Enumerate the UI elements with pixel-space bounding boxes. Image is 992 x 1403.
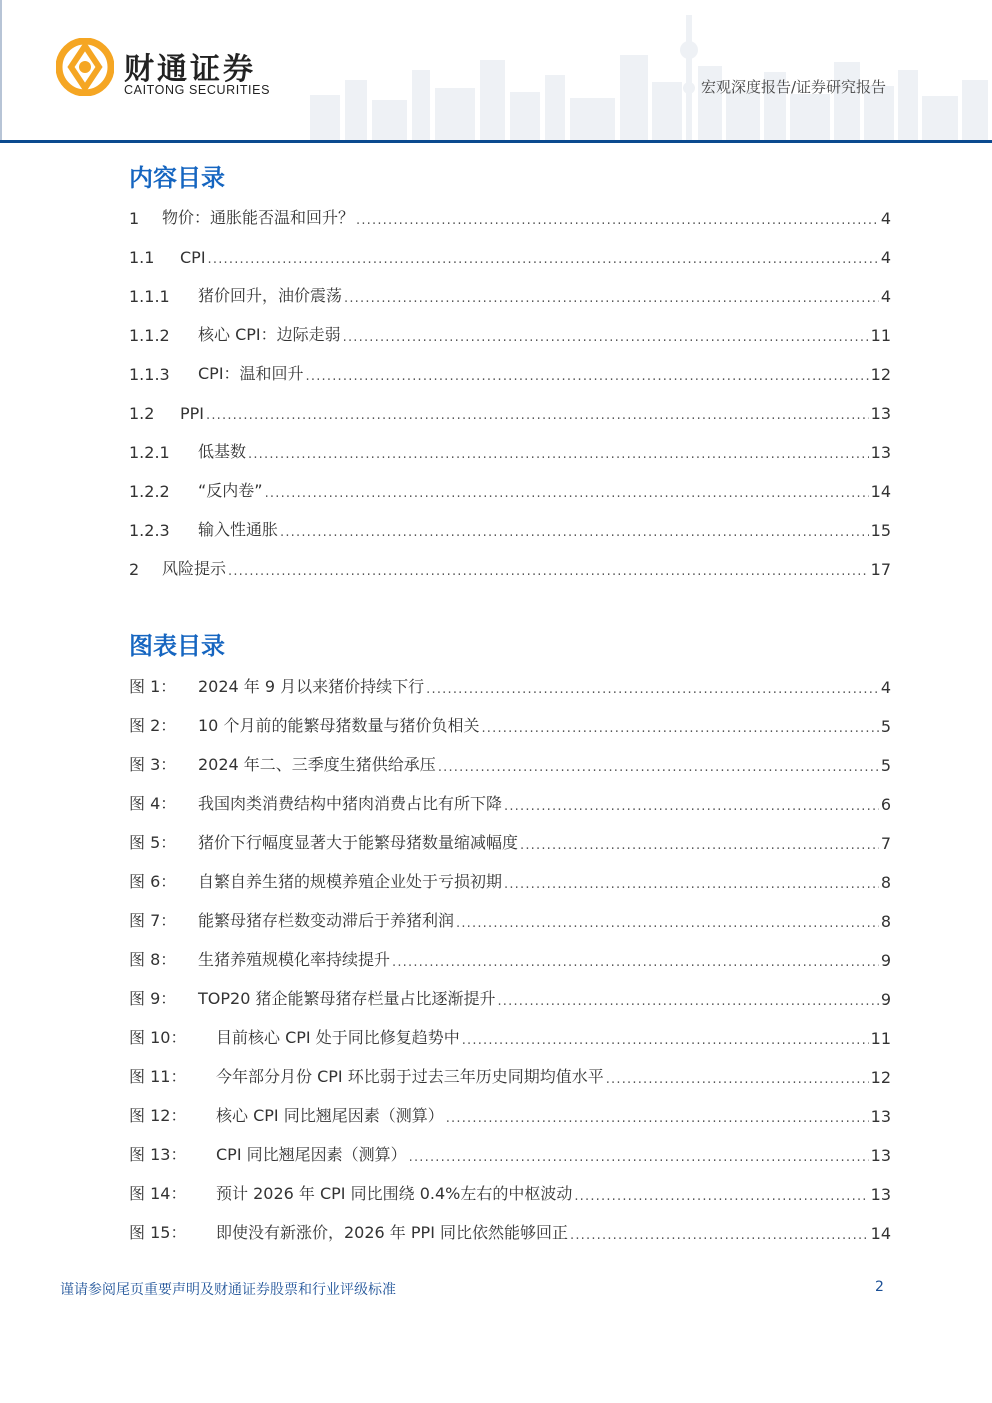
entry-title: 预计 2026 年 CPI 同比围绕 0.4%左右的中枢波动: [216, 1184, 573, 1203]
figure-entry[interactable]: [129, 831, 891, 853]
dot-leader: [462, 1030, 869, 1048]
entry-number: 图 5：: [129, 833, 177, 852]
dot-leader: [438, 757, 879, 775]
figure-entry[interactable]: [129, 987, 891, 1009]
report-type-label: 宏观深度报告/证券研究报告: [700, 78, 886, 96]
dot-leader: [504, 874, 879, 892]
entry-number: 图 1：: [129, 677, 177, 696]
entry-number: 1.2.2: [129, 482, 170, 501]
dot-leader: [497, 991, 878, 1009]
entry-page-number: 6: [880, 795, 891, 814]
entry-title: 今年部分月份 CPI 环比弱于过去三年历史同期均值水平: [216, 1067, 604, 1086]
dot-leader: [520, 835, 879, 853]
figure-entry[interactable]: [129, 1026, 891, 1048]
figure-entry[interactable]: [129, 1065, 891, 1087]
entry-page-number: 17: [870, 560, 891, 579]
entry-number: 1.1.2: [129, 326, 170, 345]
entry-title: 猪价回升，油价震荡: [198, 286, 343, 305]
toc-entry[interactable]: [129, 479, 891, 501]
entry-title: 猪价下行幅度显著大于能繁母猪数量缩减幅度: [198, 833, 519, 852]
entry-page-number: 8: [880, 873, 891, 892]
toc-entry[interactable]: [129, 284, 891, 306]
entry-number: 图 4：: [129, 794, 177, 813]
entry-page-number: 4: [880, 209, 891, 228]
dot-leader: [344, 288, 879, 306]
entry-number: 1: [129, 209, 140, 228]
toc-entry[interactable]: [129, 440, 891, 462]
entry-number: 1.1.3: [129, 365, 170, 384]
entry-number: 1.1: [129, 248, 155, 267]
brand-name-cn: 财通证券: [124, 52, 256, 87]
entry-title: TOP20 猪企能繁母猪存栏量占比逐渐提升: [198, 989, 496, 1008]
entry-number: 2: [129, 560, 140, 579]
figure-entry[interactable]: [129, 909, 891, 931]
entry-page-number: 8: [880, 912, 891, 931]
figure-entry[interactable]: [129, 870, 891, 892]
toc-title: 内容目录: [129, 164, 225, 192]
entry-page-number: 12: [870, 1068, 891, 1087]
entry-title: 核心 CPI：边际走弱: [198, 325, 341, 344]
entry-page-number: 5: [880, 756, 891, 775]
entry-number: 1.2: [129, 404, 155, 423]
entry-page-number: 11: [870, 1029, 891, 1048]
entry-page-number: 4: [880, 678, 891, 697]
dot-leader: [426, 679, 879, 697]
caitong-logo-icon: [56, 38, 114, 96]
entry-title: 输入性通胀: [198, 520, 279, 539]
figure-entry[interactable]: [129, 714, 891, 736]
dot-leader: [208, 249, 879, 267]
entry-page-number: 13: [870, 1146, 891, 1165]
entry-number: 图 2：: [129, 716, 177, 735]
entry-title: 生猪养殖规模化率持续提升: [198, 950, 391, 969]
page-number: 2: [875, 1279, 884, 1295]
entry-page-number: 7: [880, 834, 891, 853]
dot-leader: [206, 405, 869, 423]
entry-number: 图 7：: [129, 911, 177, 930]
entry-page-number: 9: [880, 951, 891, 970]
figure-entry[interactable]: [129, 753, 891, 775]
entry-page-number: 9: [880, 990, 891, 1009]
entry-number: 图 6：: [129, 872, 177, 891]
entry-number: 图 9：: [129, 989, 177, 1008]
figure-entry[interactable]: [129, 792, 891, 814]
entry-page-number: 15: [870, 521, 891, 540]
toc-entry[interactable]: [129, 401, 891, 423]
entry-title: 自繁自养生猪的规模养殖企业处于亏损初期: [198, 872, 503, 891]
entry-number: 图 14：: [129, 1184, 187, 1203]
entry-page-number: 4: [880, 248, 891, 267]
dot-leader: [409, 1147, 869, 1165]
entry-title: 10 个月前的能繁母猪数量与猪价负相关: [198, 716, 480, 735]
entry-page-number: 11: [870, 326, 891, 345]
entry-title: 2024 年 9 月以来猪价持续下行: [198, 677, 425, 696]
entry-number: 图 3：: [129, 755, 177, 774]
dot-leader: [265, 483, 869, 501]
entry-page-number: 5: [880, 717, 891, 736]
entry-page-number: 12: [870, 365, 891, 384]
entry-title: 目前核心 CPI 处于同比修复趋势中: [216, 1028, 460, 1047]
entry-page-number: 14: [870, 482, 891, 501]
entry-number: 1.1.1: [129, 287, 170, 306]
dot-leader: [446, 1108, 869, 1126]
dot-leader: [481, 718, 878, 736]
entry-number: 图 10：: [129, 1028, 187, 1047]
dot-leader: [343, 327, 869, 345]
entry-title: CPI: [180, 248, 206, 267]
entry-page-number: 4: [880, 287, 891, 306]
dot-leader: [228, 561, 869, 579]
figure-entry[interactable]: [129, 1104, 891, 1126]
brand-name-en: CAITONG SECURITIES: [124, 83, 271, 97]
entry-page-number: 13: [870, 1185, 891, 1204]
entry-number: 图 11：: [129, 1067, 187, 1086]
entry-title: 2024 年二、三季度生猪供给承压: [198, 755, 436, 774]
figure-entry[interactable]: [129, 948, 891, 970]
entry-number: 1.2.3: [129, 521, 170, 540]
entry-page-number: 14: [870, 1224, 891, 1243]
dot-leader: [248, 444, 869, 462]
toc-entry[interactable]: [129, 557, 891, 579]
entry-title: 风险提示: [162, 559, 227, 578]
entry-title: 低基数: [198, 442, 247, 461]
figures-title: 图表目录: [129, 632, 225, 660]
dot-leader: [574, 1186, 868, 1204]
entry-page-number: 13: [870, 404, 891, 423]
toc-entry[interactable]: [129, 245, 891, 267]
toc-entry[interactable]: [129, 518, 891, 540]
dot-leader: [570, 1225, 869, 1243]
entry-title: 核心 CPI 同比翘尾因素（测算）: [216, 1106, 444, 1125]
page-header: [0, 0, 992, 145]
dot-leader: [456, 913, 879, 931]
figure-entry[interactable]: [129, 1143, 891, 1165]
toc-entry[interactable]: [129, 323, 891, 345]
entry-title: 物价：通胀能否温和回升？: [162, 208, 355, 227]
figure-entry[interactable]: [129, 1182, 891, 1204]
entry-title: PPI: [180, 404, 205, 423]
entry-title: 能繁母猪存栏数变动滞后于养猪利润: [198, 911, 455, 930]
entry-title: CPI 同比翘尾因素（测算）: [216, 1145, 407, 1164]
left-accent-line: [0, 0, 2, 143]
dot-leader: [356, 210, 879, 228]
entry-page-number: 13: [870, 443, 891, 462]
figure-entry[interactable]: [129, 1221, 891, 1243]
header-divider: [0, 140, 992, 143]
entry-title: 即使没有新涨价，2026 年 PPI 同比依然能够回正: [216, 1223, 568, 1242]
dot-leader: [606, 1069, 869, 1087]
entry-title: 我国肉类消费结构中猪肉消费占比有所下降: [198, 794, 503, 813]
entry-number: 图 12：: [129, 1106, 187, 1125]
entry-number: 图 13：: [129, 1145, 187, 1164]
footer-disclaimer[interactable]: 谨请参阅尾页重要声明及财通证券股票和行业评级标准: [60, 1282, 396, 1298]
entry-page-number: 13: [870, 1107, 891, 1126]
city-skyline-watermark: [300, 0, 992, 140]
entry-title: “反内卷”: [198, 481, 263, 500]
dot-leader: [306, 366, 869, 384]
toc-entry[interactable]: [129, 362, 891, 384]
toc-entry[interactable]: [129, 206, 891, 228]
entry-number: 图 8：: [129, 950, 177, 969]
dot-leader: [392, 952, 879, 970]
entry-number: 图 15：: [129, 1223, 187, 1242]
entry-title: CPI：温和回升: [198, 364, 304, 383]
figure-entry[interactable]: [129, 675, 891, 697]
dot-leader: [280, 522, 869, 540]
entry-number: 1.2.1: [129, 443, 170, 462]
dot-leader: [504, 796, 879, 814]
